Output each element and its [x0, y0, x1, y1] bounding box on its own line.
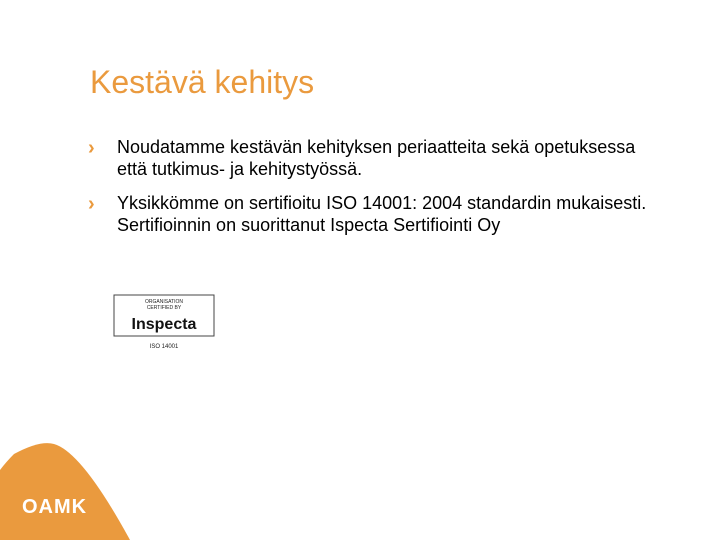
chevron-right-icon: ›: [88, 137, 95, 159]
bullet-text: Yksikkömme on sertifioitu ISO 14001: 2004 standardin mukaisesti. Sertifioinnin on suorittanut Ispecta Sertifiointi Oy: [117, 193, 647, 235]
oamk-text: OAMK: [22, 496, 88, 518]
oamk-logo: [0, 440, 130, 540]
cert-top-text: ORGANISATION: [145, 299, 183, 305]
bullet-text: Noudatamme kestävän kehityksen periaatteita sekä opetuksessa että tutkimus- ja kehitystyössä.: [117, 137, 636, 179]
bullet-item: [88, 192, 648, 236]
cert-standard: ISO 14001: [149, 344, 179, 350]
cert-brand: Inspecta: [131, 316, 197, 333]
slide-title: Kestävä kehitys: [90, 64, 315, 100]
orange-corner-shape: [0, 443, 130, 540]
bullet-item: [88, 136, 648, 180]
chevron-right-icon: ›: [88, 193, 95, 215]
bullet-list: [88, 136, 648, 248]
inspecta-certification-logo: [113, 294, 215, 352]
cert-top-text-2: CERTIFIED BY: [146, 305, 182, 311]
